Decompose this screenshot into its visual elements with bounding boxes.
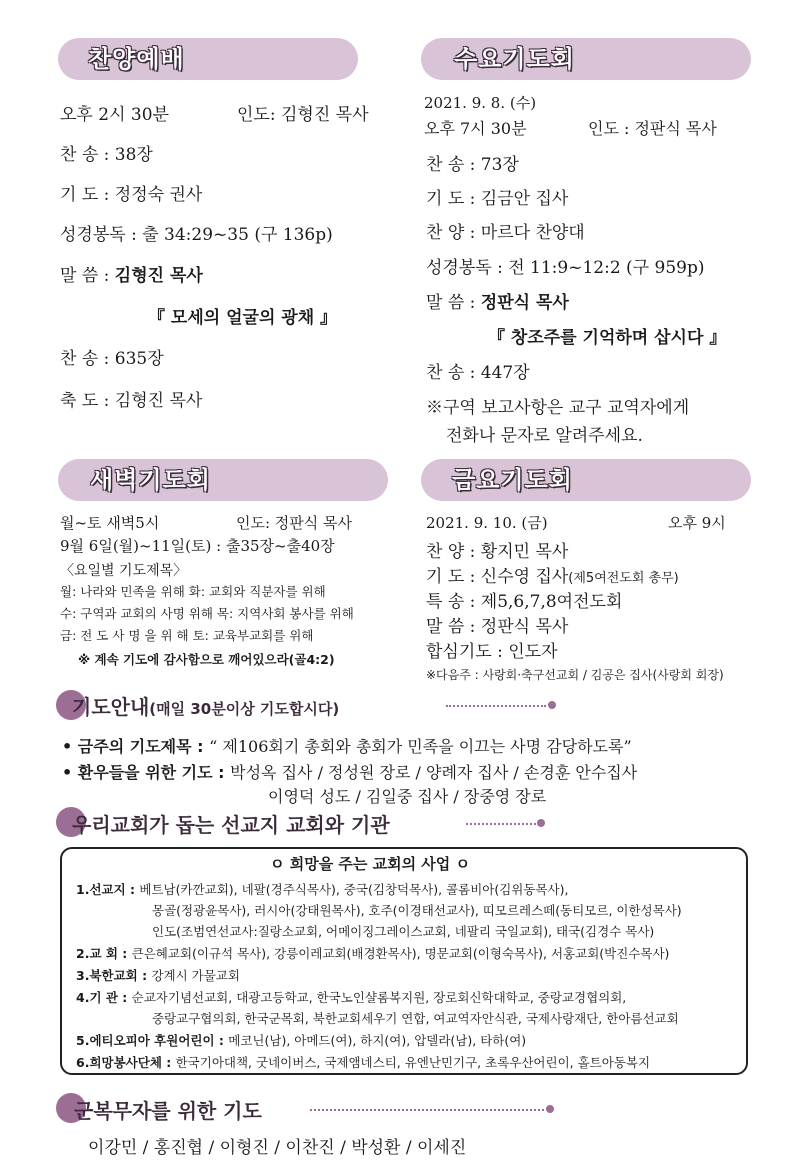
wednesday-hymn2: 찬 송 : 447장 (426, 363, 530, 383)
prayer-guide-dots (446, 705, 546, 707)
praise-hymn1: 찬 송 : 38장 (60, 145, 153, 165)
missions-dot-end (537, 819, 545, 827)
dawn-period: 9월 6일(월)~11일(토) : 출35장~출40장 (60, 537, 335, 555)
mission-2-text: 큰은혜교회(이규석 목사), 강릉이레교회(배경환목사), 명문교회(이형숙목사), 서홍교회(박진수목사) (131, 946, 670, 961)
praise-leader: 인도: 김형진 목사 (237, 105, 369, 125)
friday-choir: 찬 양 : 황지민 목사 (426, 542, 569, 562)
prayer-guide-dot-end (548, 701, 556, 709)
dawn-title: 새벽기도회 (90, 466, 211, 494)
prayer-guide-item1 (62, 734, 632, 757)
mission-3-label: 3.북한교회 : (76, 968, 152, 983)
wednesday-sermon (426, 288, 569, 313)
military-dots (310, 1109, 544, 1111)
prayer-guide-item2-text: 박성옥 집사 / 정성원 장로 / 양례자 집사 / 손경훈 안수집사 (230, 763, 638, 782)
mission-1 (76, 880, 568, 898)
mission-1-label: 1.선교지 : (76, 882, 140, 897)
praise-title: 찬양예배 (88, 45, 185, 73)
friday-prayer-note: (제5여전도회 총무) (568, 571, 679, 586)
mission-5 (76, 1031, 526, 1049)
mission-5-label: 5.에티오피아 후원어린이 : (76, 1033, 229, 1048)
dawn-leader: 인도: 정판식 목사 (236, 514, 353, 532)
praise-scripture: 성경봉독 : 출 34:29~35 (구 136p) (60, 225, 333, 245)
mission-5-text: 메코닌(남), 아메드(여), 하지(여), 압델라(남), 타하(여) (228, 1033, 527, 1048)
prayer-guide-item2-label: • 환우들을 위한 기도 : (62, 763, 231, 782)
military-dot-end (546, 1105, 554, 1113)
dawn-schedule: 월~토 새벽5시 (60, 514, 160, 532)
friday-next: ※다음주 : 사랑회·축구선교회 / 김공은 집사(사랑회 회장) (426, 668, 724, 682)
wednesday-sermon-title: 『 창조주를 기억하며 삽시다 』 (488, 328, 727, 348)
wednesday-choir: 찬 양 : 마르다 찬양대 (426, 223, 585, 243)
prayer-guide-item1-label: • 금주의 기도제목 : (62, 737, 210, 756)
wednesday-title: 수요기도회 (454, 45, 575, 73)
dawn-daily-2: 수: 구역과 교회의 사명 위해 목: 지역사회 봉사를 위해 (60, 606, 354, 621)
praise-prayer: 기 도 : 정정숙 권사 (60, 185, 203, 205)
mission-1-text3: 인도(조범연선교사:질랑소교회, 어메이징그레이스교회, 네팔리 국일교회), 태국(김경수 목사) (152, 924, 655, 939)
dawn-verse: ※ 계속 기도에 감사함으로 깨어있으라(골4:2) (78, 652, 335, 667)
praise-sermon (60, 261, 203, 286)
mission-6 (76, 1053, 650, 1071)
mission-2-label: 2.교 회 : (76, 946, 132, 961)
dawn-daily-1: 월: 나라와 민족을 위해 화: 교회와 직분자를 위해 (60, 584, 326, 599)
missions-box-title: ㅇ 희망을 주는 교회의 사업 ㅇ (270, 855, 470, 873)
friday-special: 특 송 : 제5,6,7,8여전도회 (426, 592, 623, 612)
mission-6-label: 6.희망봉사단체 : (76, 1055, 176, 1070)
military-names: 이강민 / 홍진협 / 이형진 / 이찬진 / 박성환 / 이세진 (88, 1138, 467, 1158)
wednesday-note2: 전화나 문자로 알려주세요. (446, 426, 643, 446)
friday-date: 2021. 9. 10. (금) (426, 514, 548, 532)
prayer-guide-title: 기도안내 (72, 695, 150, 719)
prayer-guide-item2 (62, 760, 637, 783)
praise-sermon-label: 말 씀 : (60, 266, 115, 286)
military-title: 군복무자를 위한 기도 (74, 1099, 262, 1123)
mission-2 (76, 944, 669, 962)
wednesday-leader: 인도 : 정판식 목사 (588, 119, 717, 138)
missions-title: 우리교회가 돕는 선교지 교회와 기관 (72, 813, 390, 837)
mission-3 (76, 966, 240, 984)
prayer-guide-item1-text: “ 제106회기 총회와 총회가 민족을 이끄는 사명 감당하도록” (209, 737, 632, 756)
wednesday-sermon-speaker: 정판식 목사 (480, 293, 569, 313)
praise-sermon-title: 『 모세의 얼굴의 광채 』 (148, 308, 338, 328)
prayer-guide-item2-text2: 이영덕 성도 / 김일중 집사 / 장중영 장로 (268, 787, 547, 806)
friday-sermon: 말 씀 : 정판식 목사 (426, 617, 569, 637)
praise-hymn2: 찬 송 : 635장 (60, 349, 164, 369)
praise-benediction: 축 도 : 김형진 목사 (60, 391, 203, 411)
friday-prayer (426, 562, 679, 587)
dawn-daily-header: 〈요일별 기도제목〉 (60, 563, 188, 579)
wednesday-hymn1: 찬 송 : 73장 (426, 155, 519, 175)
wednesday-time: 오후 7시 30분 (424, 119, 527, 138)
mission-6-text: 한국기아대책, 굿네이버스, 국제앰네스티, 유엔난민기구, 초록우산어린이, 홀트아동복지 (175, 1055, 651, 1070)
wednesday-prayer: 기 도 : 김금안 집사 (426, 189, 569, 209)
friday-title: 금요기도회 (452, 466, 573, 494)
dawn-daily-3: 금: 전 도 사 명 을 위 해 토: 교육부교회를 위해 (60, 628, 314, 643)
wednesday-scripture: 성경봉독 : 전 11:9~12:2 (구 959p) (426, 258, 705, 278)
wednesday-note1: ※구역 보고사항은 교구 교역자에게 (426, 398, 690, 418)
mission-4 (76, 988, 626, 1006)
praise-time: 오후 2시 30분 (60, 105, 169, 125)
missions-dots (466, 823, 536, 825)
mission-4-text2: 중랑교구협의회, 한국군목회, 북한교회세우기 연합, 여교역자안식관, 국제사랑재단, 한아름선교회 (152, 1011, 679, 1026)
wednesday-sermon-label: 말 씀 : (426, 293, 481, 313)
friday-closing: 합심기도 : 인도자 (426, 642, 558, 662)
friday-prayer-text: 기 도 : 신수영 집사 (426, 567, 569, 587)
mission-1-text1: 베트남(카깐교회), 네팔(경주식목사), 중국(김창덕목사), 콜롬비아(김위동목사), (139, 882, 569, 897)
prayer-guide-heading (72, 691, 339, 720)
praise-sermon-speaker: 김형진 목사 (114, 266, 203, 286)
mission-3-text: 강계시 가물교회 (151, 968, 240, 983)
friday-time: 오후 9시 (668, 514, 726, 532)
prayer-guide-subtitle: (매일 30분이상 기도합시다) (149, 700, 340, 718)
mission-1-text2: 몽골(정광윤목사), 러시아(강태원목사), 호주(이경태선교사), 띠모르레스떼(동티모르, 이한성목사) (152, 903, 682, 918)
mission-4-text1: 순교자기념선교회, 대광고등학교, 한국노인샬롬복지원, 장로회신학대학교, 중랑교경협의회, (131, 990, 627, 1005)
wednesday-date: 2021. 9. 8. (수) (424, 94, 537, 112)
mission-4-label: 4.기 관 : (76, 990, 132, 1005)
